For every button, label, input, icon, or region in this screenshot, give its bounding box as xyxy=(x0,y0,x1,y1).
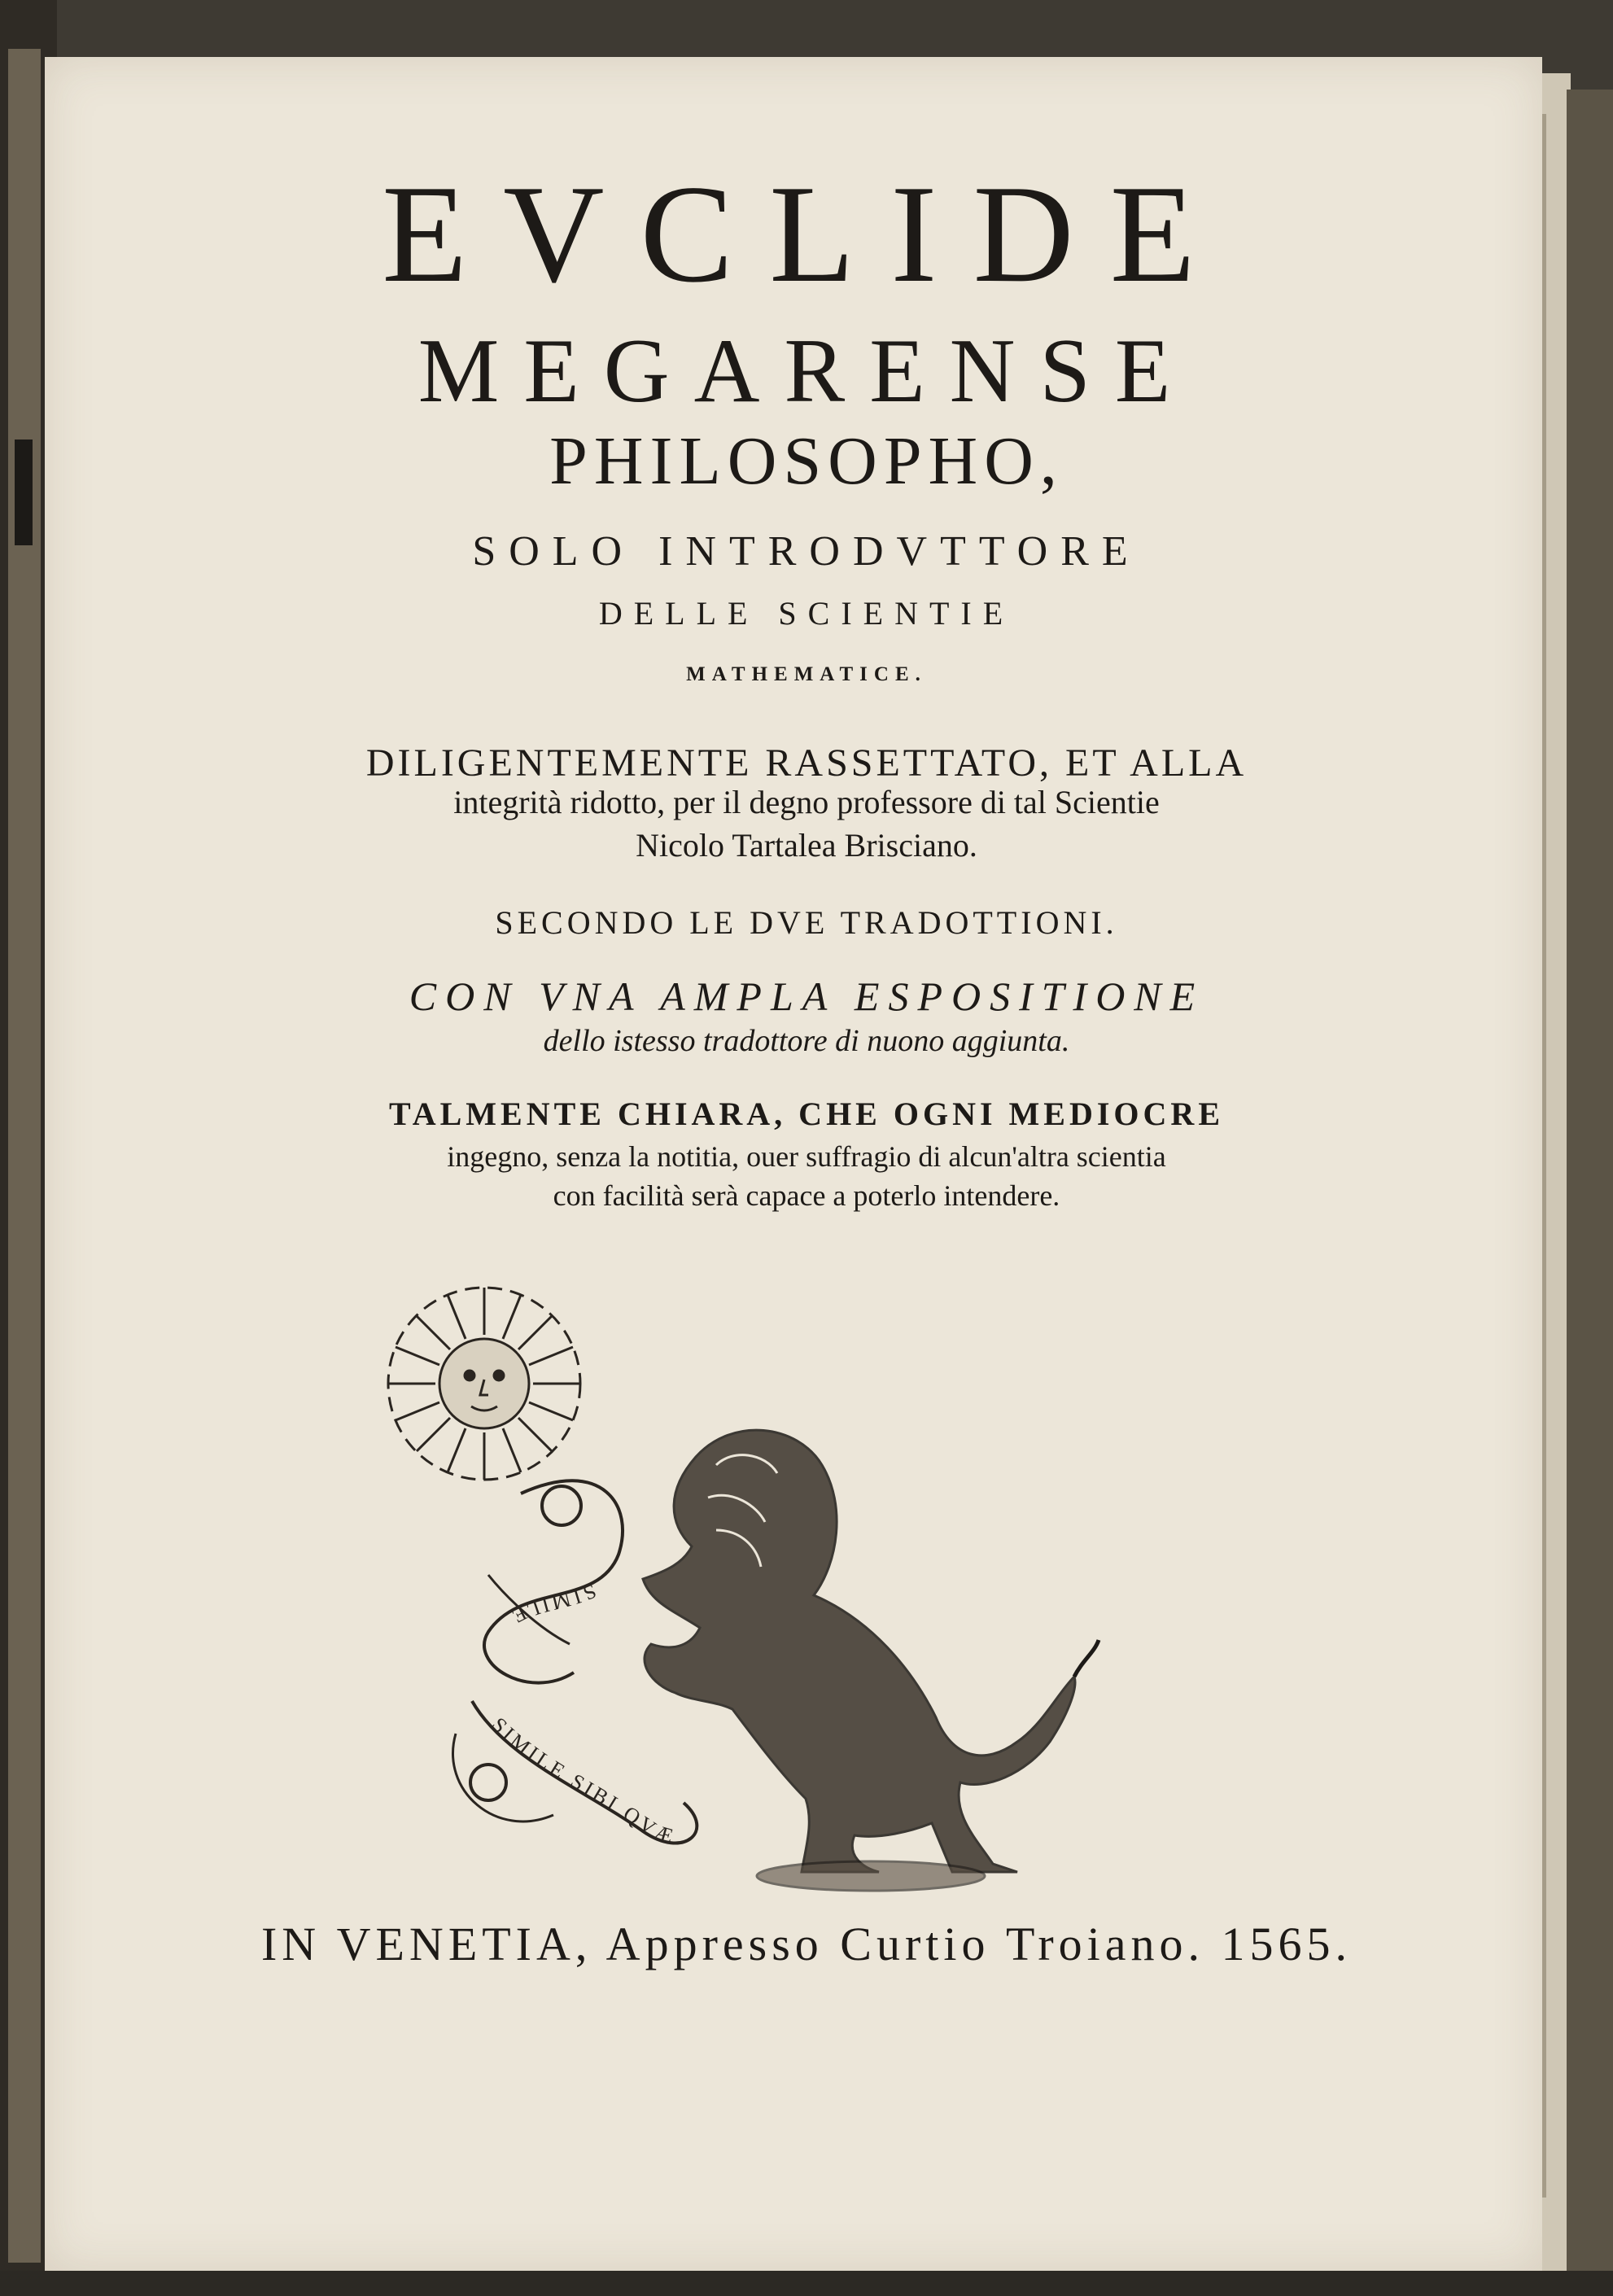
lion-rampant-icon xyxy=(643,1430,1099,1891)
device-motto-upper: SIMILE xyxy=(505,1578,600,1629)
device-motto-lower: SIMILE SIBI QVÆ xyxy=(487,1712,680,1849)
exposition-line-1: CON VNA AMPLA ESPOSITIONE xyxy=(409,973,1204,1019)
title-philosopho: PHILOSOPHO, xyxy=(549,423,1064,499)
editor-line-2: integrità ridotto, per il degno professore di tal Scientie xyxy=(453,784,1160,820)
subtitle-scientie: DELLE SCIENTIE xyxy=(598,595,1015,632)
imprint-line: IN VENETIA, Appresso Curtio Troiano. 1565. xyxy=(260,1918,1353,1970)
sun-face-icon xyxy=(388,1288,580,1480)
translations-line: SECONDO LE DVE TRADOTTIONI. xyxy=(495,904,1118,941)
clarity-line-1: TALMENTE CHIARA, CHE OGNI MEDIOCRE xyxy=(389,1096,1224,1132)
clarity-line-2: ingegno, senza la notitia, ouer suffragio di alcun'altra scientia xyxy=(447,1140,1166,1173)
clarity-line-3: con facilità serà capace a poterlo intendere. xyxy=(553,1179,1060,1212)
subtitle-introduttore: SOLO INTRODVTTORE xyxy=(472,528,1141,575)
editor-line-1: DILIGENTEMENTE RASSETTATO, ET ALLA xyxy=(365,741,1248,785)
exposition-line-2: dello istesso tradottore di nuono aggiunta. xyxy=(543,1024,1070,1058)
title-euclide: EVCLIDE xyxy=(382,157,1231,312)
subtitle-mathematice: MATHEMATICE. xyxy=(686,663,927,685)
editor-line-3: Nicolo Tartalea Brisciano. xyxy=(636,827,977,864)
title-megarense: MEGARENSE xyxy=(417,321,1196,422)
